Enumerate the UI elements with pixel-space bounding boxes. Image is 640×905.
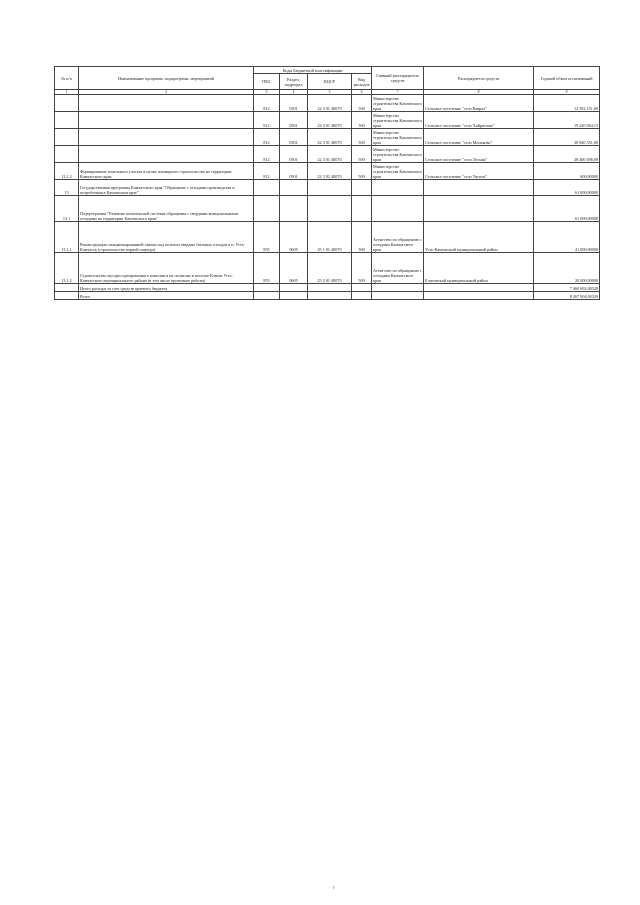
cell-kcsr: 22 3 01 40070	[308, 146, 352, 163]
cell-section: 0501	[280, 95, 308, 112]
table-row	[55, 222, 600, 253]
cell-section	[280, 180, 308, 196]
page-mark: г	[333, 886, 336, 891]
budget-table	[54, 66, 600, 300]
cell-name: Реконструкция санкционированной свалки под полигон твердых бытовых отходов в п. Усть-Камчатск (строительство первой очереди)	[79, 222, 254, 253]
table-row	[55, 292, 600, 300]
cell-section: 0501	[280, 112, 308, 129]
cell-kcsr: 22 3 01 40070	[308, 129, 352, 146]
table-row	[55, 129, 600, 146]
document-sheet	[54, 66, 599, 300]
cell-name: Всего	[79, 292, 254, 300]
header-amount: Годовой объем ассигнований	[534, 67, 600, 90]
cell-num: 13.1	[55, 196, 79, 222]
cell-name: Строительство мусоросортировочного комплекса на полигоне в поселке Ключи Усть-Камчатского муниципального района (в том числе проектные работы)	[79, 253, 254, 284]
cell-manager: Министерство строительства Камчатского края	[373, 129, 422, 145]
header-vr: Вид расходов	[352, 74, 372, 90]
cell-amount: 28 400 496,00	[534, 146, 600, 163]
index-cell: 9	[534, 90, 600, 95]
cell-vr	[352, 180, 372, 196]
cell-section	[280, 284, 308, 292]
table-row	[55, 196, 600, 222]
cell-name: Государственная программа Камчатского края "Обращение с отходами производства и потребления в Камчатском крае"	[79, 180, 254, 196]
cell-num: 12.1.2	[55, 163, 79, 180]
cell-manager: Министерство строительства Камчатского края	[373, 163, 422, 179]
cell-manager	[372, 292, 424, 300]
cell-manager	[372, 196, 424, 222]
cell-kcsr	[308, 284, 352, 292]
cell-kcsr: 22 3 01 40070	[308, 95, 352, 112]
cell-section: 0501	[280, 146, 308, 163]
cell-num	[55, 146, 79, 163]
table-row	[55, 95, 600, 112]
cell-manager: Министерство строительства Камчатского края	[373, 95, 422, 111]
table-row	[55, 112, 600, 129]
cell-kcsr	[308, 196, 352, 222]
cell-name	[79, 112, 254, 129]
cell-amount: 12 592 151,00	[534, 95, 600, 112]
cell-vr: 500	[352, 112, 372, 129]
cell-manager: Агентство по обращению с отходами Камчатского края	[372, 253, 424, 284]
cell-grbs: 855	[254, 253, 280, 284]
index-cell: 4	[280, 90, 308, 95]
cell-name: Итого расходы за счет средств краевого бюджета	[79, 284, 254, 292]
cell-recipient: Елизовский муниципальный район	[424, 253, 534, 284]
cell-section	[280, 196, 308, 222]
cell-num: 13	[55, 180, 79, 196]
cell-recipient	[424, 180, 534, 196]
cell-kcsr: 22 3 02 40070	[308, 163, 352, 180]
cell-vr: 500	[352, 129, 372, 146]
table-row	[55, 253, 600, 284]
cell-name	[79, 129, 254, 146]
header-num: № п/п	[55, 67, 79, 90]
header-kcsr: КЦСР	[308, 74, 352, 90]
cell-grbs: 812	[254, 129, 280, 146]
cell-amount: 61 000,00000	[534, 180, 600, 196]
table-row	[55, 146, 600, 163]
cell-section: 0605	[280, 222, 308, 253]
cell-grbs: 812	[254, 146, 280, 163]
index-cell: 1	[55, 90, 79, 95]
index-cell: 6	[352, 90, 372, 95]
cell-grbs: 812	[254, 95, 280, 112]
cell-vr: 500	[352, 146, 372, 163]
cell-name	[79, 146, 254, 163]
cell-num	[55, 129, 79, 146]
cell-vr: 500	[352, 222, 372, 253]
cell-manager: Агентство по обращению с отходами Камчатского края	[372, 222, 424, 253]
cell-vr	[352, 196, 372, 222]
cell-amount: 61 000,00000	[534, 196, 600, 222]
cell-name: Формирование земельного участка в целях жилищного строительства на территории Камчатского края	[79, 163, 254, 180]
table-row	[55, 180, 600, 196]
cell-amount: 30 840 351,00	[534, 129, 600, 146]
index-cell: 7	[372, 90, 424, 95]
cell-grbs	[254, 180, 280, 196]
cell-amount: 20 000,00000	[534, 253, 600, 284]
index-cell: 8	[424, 90, 534, 95]
cell-manager	[372, 284, 424, 292]
cell-num: 13.1.2	[55, 253, 79, 284]
cell-manager: Министерство строительства Камчатского края	[373, 112, 422, 128]
index-cell: 2	[79, 90, 254, 95]
header-row-1	[55, 67, 600, 74]
cell-amount: 19 220 064,15	[534, 112, 600, 129]
cell-vr: 500	[352, 95, 372, 112]
cell-kcsr: 22 3 01 40070	[308, 112, 352, 129]
cell-grbs	[254, 292, 280, 300]
cell-amount: 8 267 904,00320	[534, 292, 600, 300]
cell-grbs: 812	[254, 163, 280, 180]
cell-recipient: Сельское поселение "село Хайрюзово"	[424, 112, 534, 129]
cell-vr	[352, 284, 372, 292]
cell-kcsr: 25 2 01 40070	[308, 253, 352, 284]
cell-manager: Министерство строительства Камчатского края	[373, 146, 422, 162]
cell-section	[280, 292, 308, 300]
header-recipient: Распорядитель средств	[424, 67, 534, 90]
header-name: Наименование программ, подпрограмм, мероприятий	[79, 67, 254, 90]
cell-recipient: Сельское поселение "село Тигиль"	[424, 163, 534, 180]
cell-section: 0501	[280, 163, 308, 180]
cell-name: Подпрограмма "Развитие комплексной системы обращения с твердыми коммунальными отходами на территории Камчатского края"	[79, 196, 254, 222]
cell-kcsr	[308, 180, 352, 196]
cell-section: 0501	[280, 129, 308, 146]
cell-recipient: Усть-Камчатский муниципальный район	[424, 222, 534, 253]
cell-grbs: 855	[254, 222, 280, 253]
cell-vr: 500	[352, 163, 372, 180]
cell-grbs: 812	[254, 112, 280, 129]
cell-vr: 500	[352, 253, 372, 284]
cell-recipient: Сельское поселение "село Мильково"	[424, 129, 534, 146]
cell-recipient	[424, 284, 534, 292]
cell-recipient: Сельское поселение "село Лесная"	[424, 146, 534, 163]
index-cell: 5	[308, 90, 352, 95]
header-manager: Главный распорядитель средств	[372, 67, 424, 90]
cell-manager	[372, 180, 424, 196]
cell-amount: 7 460 692,00320	[534, 284, 600, 292]
cell-recipient: Сельское поселение "село Каврал"	[424, 95, 534, 112]
cell-grbs	[254, 284, 280, 292]
cell-num	[55, 112, 79, 129]
cell-grbs	[254, 196, 280, 222]
cell-num	[55, 95, 79, 112]
cell-kcsr: 25 1 01 40070	[308, 222, 352, 253]
table-body	[55, 95, 600, 300]
cell-vr	[352, 292, 372, 300]
cell-section: 0605	[280, 253, 308, 284]
header-section: Раздел, подраздел	[280, 74, 308, 90]
table-row	[55, 163, 600, 180]
table-row	[55, 284, 600, 292]
cell-num	[55, 284, 79, 292]
cell-amount: 600,00000	[534, 163, 600, 180]
cell-recipient	[424, 292, 534, 300]
cell-num	[55, 292, 79, 300]
cell-num: 13.1.1	[55, 222, 79, 253]
index-cell: 3	[254, 90, 280, 95]
header-codes-group: Коды Бюджетной классификации	[254, 67, 372, 74]
header-grbs: ГРБС	[254, 74, 280, 90]
cell-name	[79, 95, 254, 112]
cell-kcsr	[308, 292, 352, 300]
cell-amount: 41 000,00000	[534, 222, 600, 253]
cell-recipient	[424, 196, 534, 222]
